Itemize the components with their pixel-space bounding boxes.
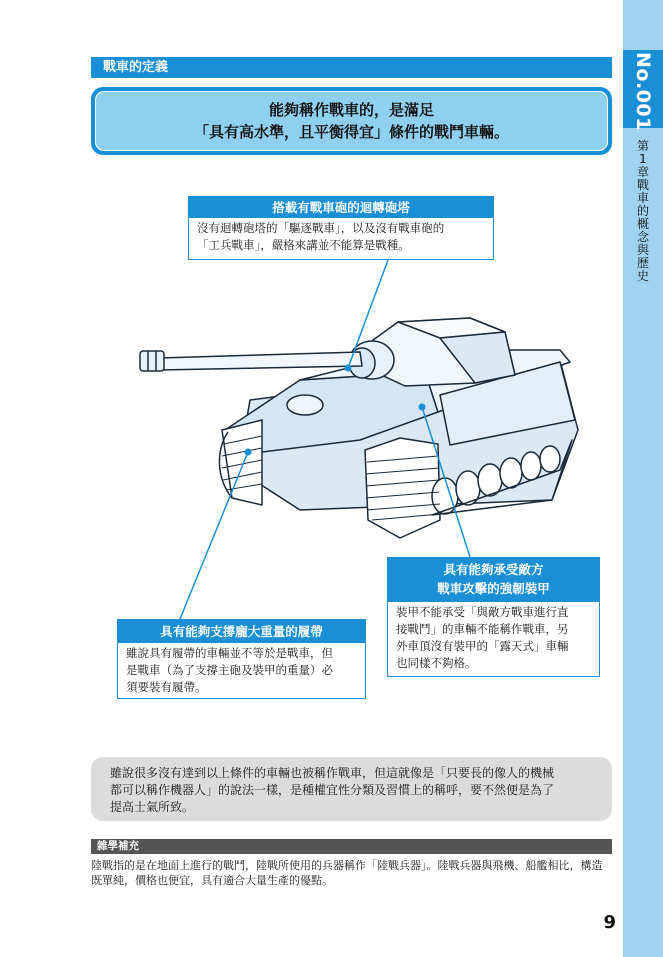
extra-knowledge-text: 陸戰指的是在地面上進行的戰鬥，陸戰所使用的兵器稱作「陸戰兵器」。陸戰兵器與飛機、船艦相比，構造 既單純，價格也便宜，具有適合大量生產的優點。 bbox=[91, 859, 603, 887]
callout-tracks-title: 具有能夠支撐龐大重量的履帶 bbox=[118, 620, 365, 643]
callout-armor: 具有能夠承受敵方 戰車攻擊的強韌裝甲 裝甲不能承受「與敵方戰車進行直 接戰鬥」的車輛不能稱作戰車，另 外車頂沒有裝甲的「露天式」車輛 也同樣不夠格。 bbox=[387, 557, 600, 677]
note-box: 雖說很多沒有達到以上條件的車輛也被稱作戰車，但這就像是「只要長的像人的機械 都可以稱作機器人」的說法一樣，是種權宜性分類及習慣上的稱呼，要不然便是為了 提高士氣所致。 bbox=[91, 757, 612, 821]
definition-line-1: 能夠稱作戰車的，是滿足 bbox=[268, 101, 434, 119]
callout-armor-title: 具有能夠承受敵方 戰車攻擊的強韌裝甲 bbox=[388, 558, 599, 602]
chapter-number: No.001 bbox=[632, 52, 654, 131]
callout-turret: 搭載有戰車砲的迴轉砲塔 沒有迴轉砲塔的「驅逐戰車」，以及沒有戰車砲的 「工兵戰車」，嚴格來講並不能算是戰種。 bbox=[188, 196, 494, 260]
callout-tracks: 具有能夠支撐龐大重量的履帶 雖說具有履帶的車輛並不等於是戰車，但 是戰車（為了支撐主砲及裝甲的重量）必 須要裝有履帶。 bbox=[117, 619, 366, 699]
definition-line-2: 「具有高水準，且平衡得宜」條件的戰鬥車輛。 bbox=[193, 123, 509, 141]
page-number: 9 bbox=[603, 912, 616, 933]
extra-knowledge-label: 雜學補充 bbox=[91, 839, 612, 854]
chapter-title: 第 1 章 戰 車 的 概 念 與 歷 史 bbox=[636, 139, 649, 283]
section-title: 戰車的定義 bbox=[91, 57, 612, 78]
callout-turret-title: 搭載有戰車砲的迴轉砲塔 bbox=[189, 197, 493, 218]
